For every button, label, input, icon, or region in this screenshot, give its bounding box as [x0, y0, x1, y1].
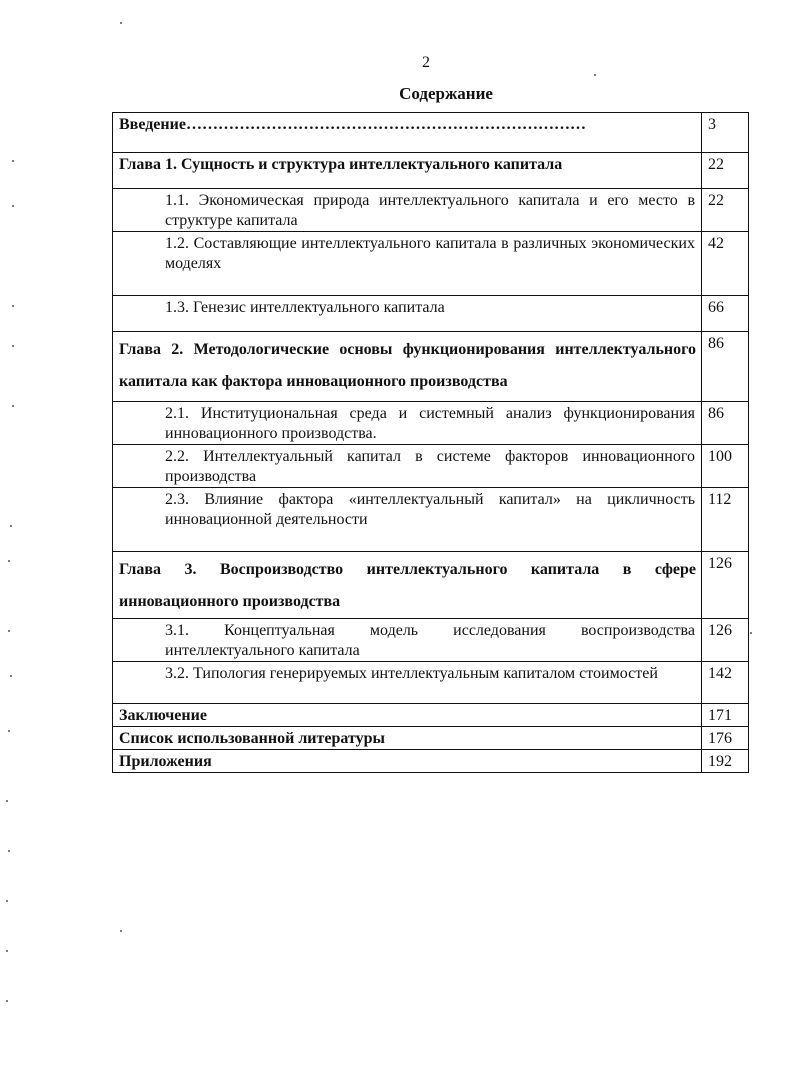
toc-entry-text: Приложения: [113, 750, 702, 773]
toc-entry-page: 142: [702, 662, 749, 704]
toc-row-section-1-2: [113, 232, 749, 296]
toc-table: [112, 112, 749, 773]
toc-entry-text: 3.1. Концептуальная модель исследования воспроизводства интеллектуального капитала: [113, 619, 702, 662]
toc-entry-text: 2.2. Интеллектуальный капитал в системе факторов инновационного производства: [113, 445, 702, 488]
toc-entry-text: 1.3. Генезис интеллектуального капитала: [113, 296, 702, 332]
scan-speck: [10, 525, 12, 527]
toc-entry-text: Введение…………………………………………………………………: [113, 113, 702, 153]
toc-entry-page: 3: [702, 113, 749, 153]
scan-speck: [120, 930, 122, 932]
scan-speck: [12, 405, 14, 407]
toc-entry-page: 112: [702, 488, 749, 552]
page-number: 2: [422, 54, 430, 71]
toc-entry-text: Глава 3. Воспроизводство интеллектуального капитала в сфере инновационного производства: [113, 552, 702, 619]
toc-entry-page: 192: [702, 750, 749, 773]
scan-speck: [6, 1000, 8, 1002]
toc-entry-text: Глава 2. Методологические основы функционирования интеллектуального капитала как фактора инновационного производства: [113, 332, 702, 402]
scan-speck: [8, 850, 10, 852]
toc-entry-page: 100: [702, 445, 749, 488]
toc-entry-page: 86: [702, 402, 749, 445]
scan-speck: [6, 900, 8, 902]
toc-row-section-1-1: [113, 189, 749, 232]
toc-entry-text: Заключение: [113, 704, 702, 727]
scan-speck: [120, 22, 122, 24]
toc-title: Содержание: [399, 84, 493, 103]
toc-row-chapter-2: [113, 332, 749, 402]
toc-entry-page: 171: [702, 704, 749, 727]
scan-speck: [6, 950, 8, 952]
scan-speck: [8, 560, 10, 562]
toc-row-section-3-2: [113, 662, 749, 704]
toc-entry-page: 176: [702, 727, 749, 750]
scan-speck: [12, 205, 14, 207]
scan-speck: [594, 74, 596, 76]
scan-speck: [12, 160, 14, 162]
toc-row-appendices: [113, 750, 749, 773]
toc-entry-page: 126: [702, 619, 749, 662]
toc-row-section-2-2: [113, 445, 749, 488]
scan-speck: [8, 730, 10, 732]
toc-entry-text: 1.1. Экономическая природа интеллектуального капитала и его место в структуре капитала: [113, 189, 702, 232]
toc-row-introduction: [113, 113, 749, 153]
toc-row-section-1-3: [113, 296, 749, 332]
toc-entry-page: 22: [702, 189, 749, 232]
toc-entry-page: 22: [702, 153, 749, 189]
scan-speck: [6, 800, 8, 802]
toc-entry-text: Глава 1. Сущность и структура интеллектуального капитала: [113, 153, 702, 189]
toc-row-section-2-3: [113, 488, 749, 552]
toc-entry-text: 2.3. Влияние фактора «интеллектуальный капитал» на цикличность инновационной деятельности: [113, 488, 702, 552]
scan-speck: [750, 632, 752, 634]
toc-row-references: [113, 727, 749, 750]
scan-speck: [10, 675, 12, 677]
toc-row-section-2-1: [113, 402, 749, 445]
toc-row-conclusion: [113, 704, 749, 727]
toc-entry-page: 126: [702, 552, 749, 619]
scan-speck: [12, 305, 14, 307]
toc-row-chapter-3: [113, 552, 749, 619]
scan-speck: [8, 630, 10, 632]
toc-entry-page: 66: [702, 296, 749, 332]
toc-row-section-3-1: [113, 619, 749, 662]
toc-entry-text: 1.2. Составляющие интеллектуального капитала в различных экономических моделях: [113, 232, 702, 296]
toc-row-chapter-1: [113, 153, 749, 189]
toc-entry-page: 86: [702, 332, 749, 402]
toc-entry-text: 3.2. Типология генерируемых интеллектуальным капиталом стоимостей: [113, 662, 702, 704]
scan-speck: [12, 345, 14, 347]
toc-entry-text: 2.1. Институциональная среда и системный анализ функционирования инновационного производства.: [113, 402, 702, 445]
toc-entry-text: Список использованной литературы: [113, 727, 702, 750]
toc-entry-page: 42: [702, 232, 749, 296]
